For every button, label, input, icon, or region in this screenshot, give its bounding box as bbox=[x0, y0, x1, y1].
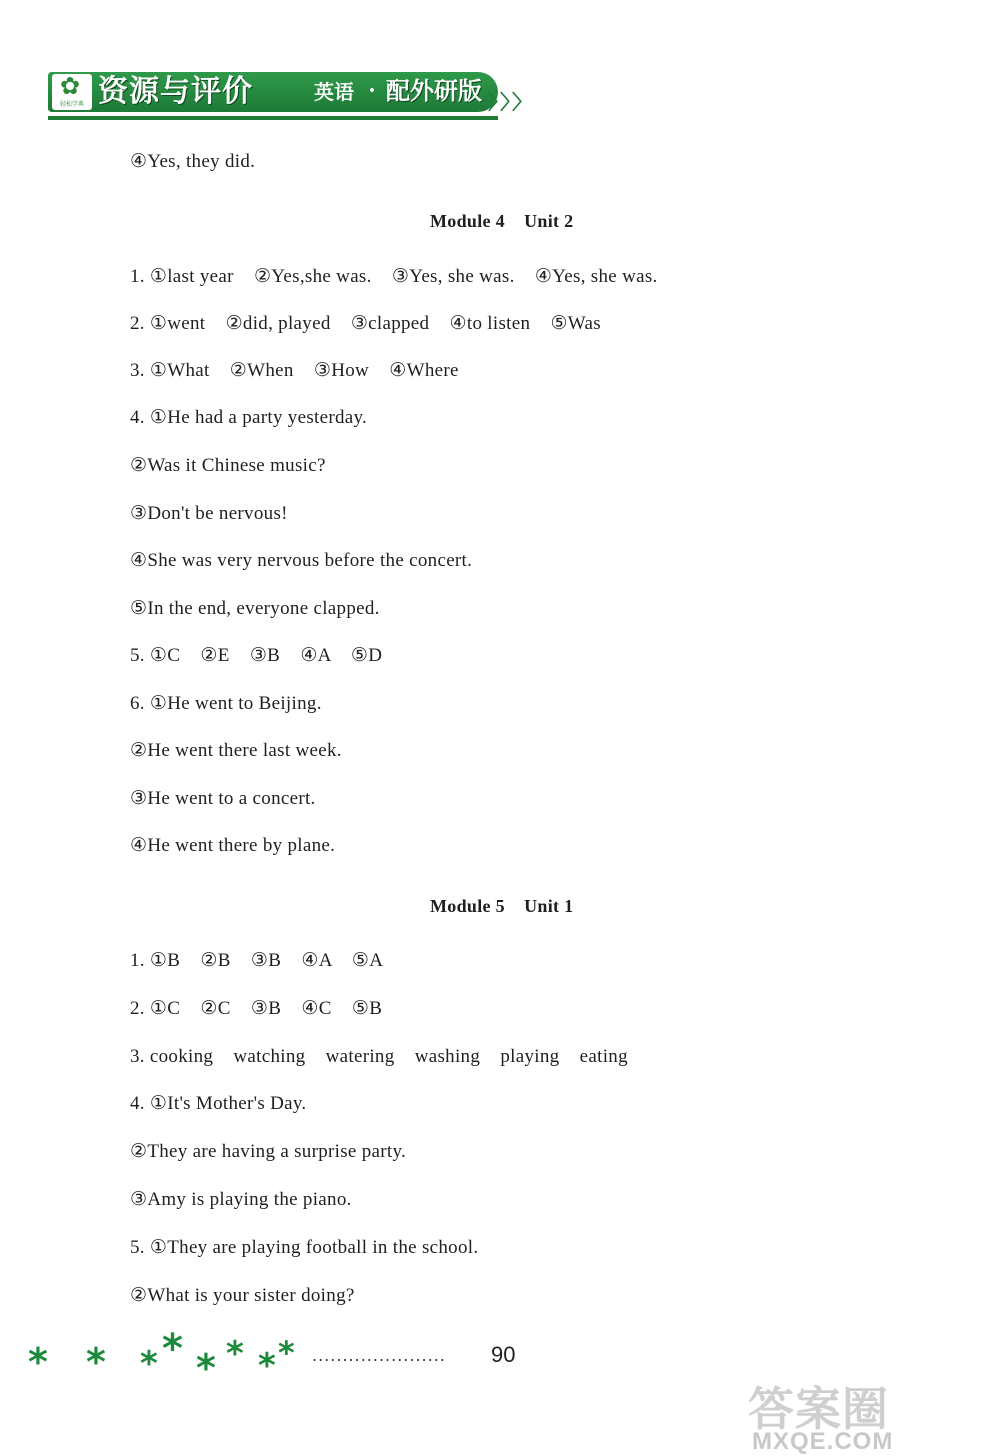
star-icon: * bbox=[162, 1326, 183, 1372]
answer-line: 4. ①It's Mother's Day. bbox=[130, 1093, 307, 1114]
leader-dots: ...................... bbox=[312, 1346, 446, 1365]
banner-underline bbox=[48, 116, 498, 120]
answer-line: 2. ①C ②C ③B ④C ⑤B bbox=[130, 998, 383, 1019]
answer-line: ④He went there by plane. bbox=[130, 835, 336, 856]
logo-text: 轻松学典 bbox=[59, 101, 84, 108]
answer-line: ④Yes, they did. bbox=[130, 151, 256, 172]
answer-line: 3. ①What ②When ③How ④Where bbox=[130, 360, 459, 381]
star-icon: * bbox=[86, 1340, 106, 1384]
answer-line: ②Was it Chinese music? bbox=[130, 455, 326, 476]
book-title: 资源与评价 bbox=[98, 74, 253, 109]
edition-label: 配外研版 bbox=[386, 77, 482, 105]
answer-line: ③He went to a concert. bbox=[130, 788, 316, 809]
answer-line: 4. ①He had a party yesterday. bbox=[130, 407, 368, 428]
answer-line: ②He went there last week. bbox=[130, 740, 342, 761]
chevron-right-icon: 〉〉〉 bbox=[488, 90, 534, 114]
answer-line: ②What is your sister doing? bbox=[130, 1285, 355, 1306]
watermark-url: MXQE.COM bbox=[752, 1428, 894, 1455]
page-number: 90 bbox=[491, 1342, 516, 1367]
section-heading: Module 5 Unit 1 bbox=[430, 896, 574, 916]
answer-line: 5. ①C ②E ③B ④A ⑤D bbox=[130, 645, 383, 666]
answer-line: 3. cooking watching watering washing playing eating bbox=[130, 1046, 628, 1067]
flower-icon: ✿ bbox=[60, 74, 81, 100]
answer-line: 1. ①last year ②Yes,she was. ③Yes, she was. ④Yes, she was. bbox=[130, 266, 658, 287]
answer-line: ⑤In the end, everyone clapped. bbox=[130, 598, 380, 619]
section-heading: Module 4 Unit 2 bbox=[430, 211, 574, 231]
star-icon: * bbox=[258, 1346, 276, 1386]
answer-line: ④She was very nervous before the concert. bbox=[130, 550, 473, 571]
answer-line: 1. ①B ②B ③B ④A ⑤A bbox=[130, 950, 384, 971]
answer-line: 5. ①They are playing football in the school. bbox=[130, 1237, 479, 1258]
star-icon: * bbox=[278, 1334, 295, 1372]
answer-line: ③Amy is playing the piano. bbox=[130, 1189, 352, 1210]
answer-line: 2. ①went ②did, played ③clapped ④to listen ⑤Was bbox=[130, 313, 601, 334]
answer-line: ②They are having a surprise party. bbox=[130, 1141, 407, 1162]
title-separator: · bbox=[368, 78, 377, 104]
star-icon: * bbox=[196, 1346, 216, 1390]
star-icon: * bbox=[226, 1334, 244, 1374]
star-icon: * bbox=[28, 1340, 48, 1384]
answer-line: 6. ①He went to Beijing. bbox=[130, 693, 322, 714]
logo bbox=[52, 74, 92, 110]
header-banner bbox=[48, 72, 498, 124]
subject-label: 英语 bbox=[314, 80, 354, 104]
star-icon: * bbox=[140, 1344, 158, 1384]
watermark-logo: 答案圈 bbox=[748, 1382, 889, 1436]
answer-line: ③Don't be nervous! bbox=[130, 503, 288, 524]
